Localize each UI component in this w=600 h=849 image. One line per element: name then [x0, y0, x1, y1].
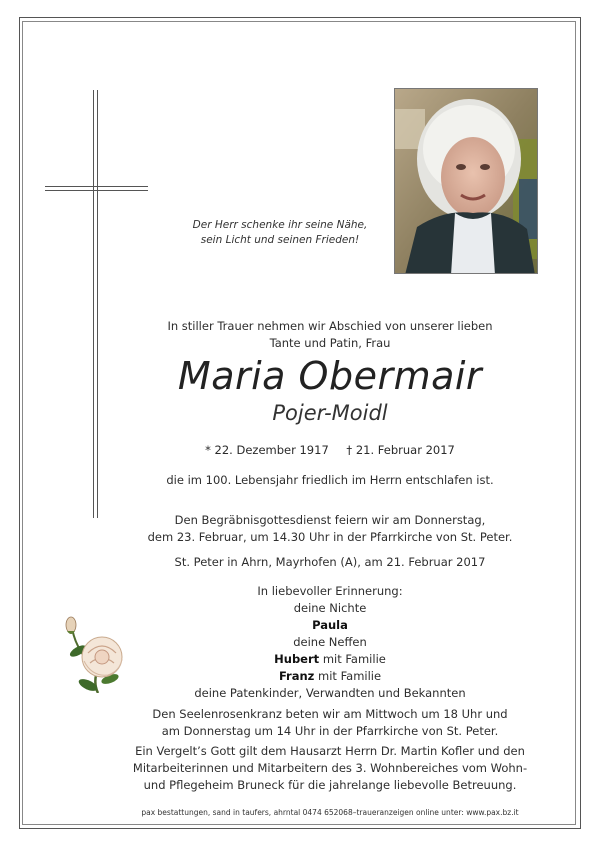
thanks-line-1: Ein Vergelt’s Gott gilt dem Hausarzt Herrn Dr. Martin Kofler und den	[135, 744, 525, 758]
nephew-2-name: Franz	[278, 669, 315, 683]
rose-icon	[58, 613, 134, 693]
rosary-line-1: Den Seelenrosenkranz beten wir am Mittwoch um 18 Uhr und	[152, 707, 508, 721]
thanks-line-2: Mitarbeiterinnen und Mitarbeitern des 3. Wohnbereiches vom Wohn-	[132, 761, 528, 775]
funeral-line-2: dem 23. Februar, um 14.30 Uhr in der Pfarrkirche von St. Peter.	[147, 530, 513, 544]
portrait-photo	[394, 88, 538, 274]
intro-text	[120, 318, 540, 352]
footer-credit: pax bestattungen, sand in taufers, ahrntal 0474 652068–traueranzeigen online unter: www.pax.bz.it	[141, 808, 519, 817]
quote-line-1: Der Herr schenke ihr seine Nähe,	[192, 219, 368, 231]
other-mourners: deine Patenkinder, Verwandten und Bekannten	[194, 686, 466, 700]
quote-line-2: sein Licht und seinen Frieden!	[200, 234, 360, 246]
thanks-line-3: und Pflegeheim Bruneck für die jahrelange liebevolle Betreuung.	[143, 778, 517, 792]
nephew-1-suffix: mit Familie	[322, 652, 386, 666]
rosary-info	[120, 706, 540, 740]
niece-label: deine Nichte	[293, 601, 367, 615]
deceased-name: Maria Obermair	[177, 354, 483, 398]
nephew-2-suffix: mit Familie	[318, 669, 382, 683]
passing-text: die im 100. Lebensjahr friedlich im Herrn entschlafen ist.	[166, 473, 494, 487]
birth-date: * 22. Dezember 1917	[205, 443, 329, 457]
place-date: St. Peter in Ahrn, Mayrhofen (A), am 21. Februar 2017	[174, 555, 486, 569]
intro-line-2: Tante und Patin, Frau	[269, 336, 391, 350]
life-dates	[120, 442, 540, 459]
funeral-info	[120, 512, 540, 546]
death-date: † 21. Februar 2017	[346, 443, 455, 457]
nephew-1-name: Hubert	[274, 652, 320, 666]
mourners-heading: In liebevoller Erinnerung:	[257, 584, 403, 598]
rosary-line-2: am Donnerstag um 14 Uhr in der Pfarrkirche von St. Peter.	[161, 724, 499, 738]
mourners-list	[120, 583, 540, 702]
house-name: Pojer-Moidl	[272, 401, 388, 425]
bible-quote	[190, 218, 370, 248]
niece-name: Paula	[312, 618, 348, 632]
nephews-label: deine Neffen	[293, 635, 367, 649]
funeral-line-1: Den Begräbnisgottesdienst feiern wir am Donnerstag,	[174, 513, 486, 527]
intro-line-1: In stiller Trauer nehmen wir Abschied von unserer lieben	[167, 319, 493, 333]
thanks-text	[120, 743, 540, 794]
